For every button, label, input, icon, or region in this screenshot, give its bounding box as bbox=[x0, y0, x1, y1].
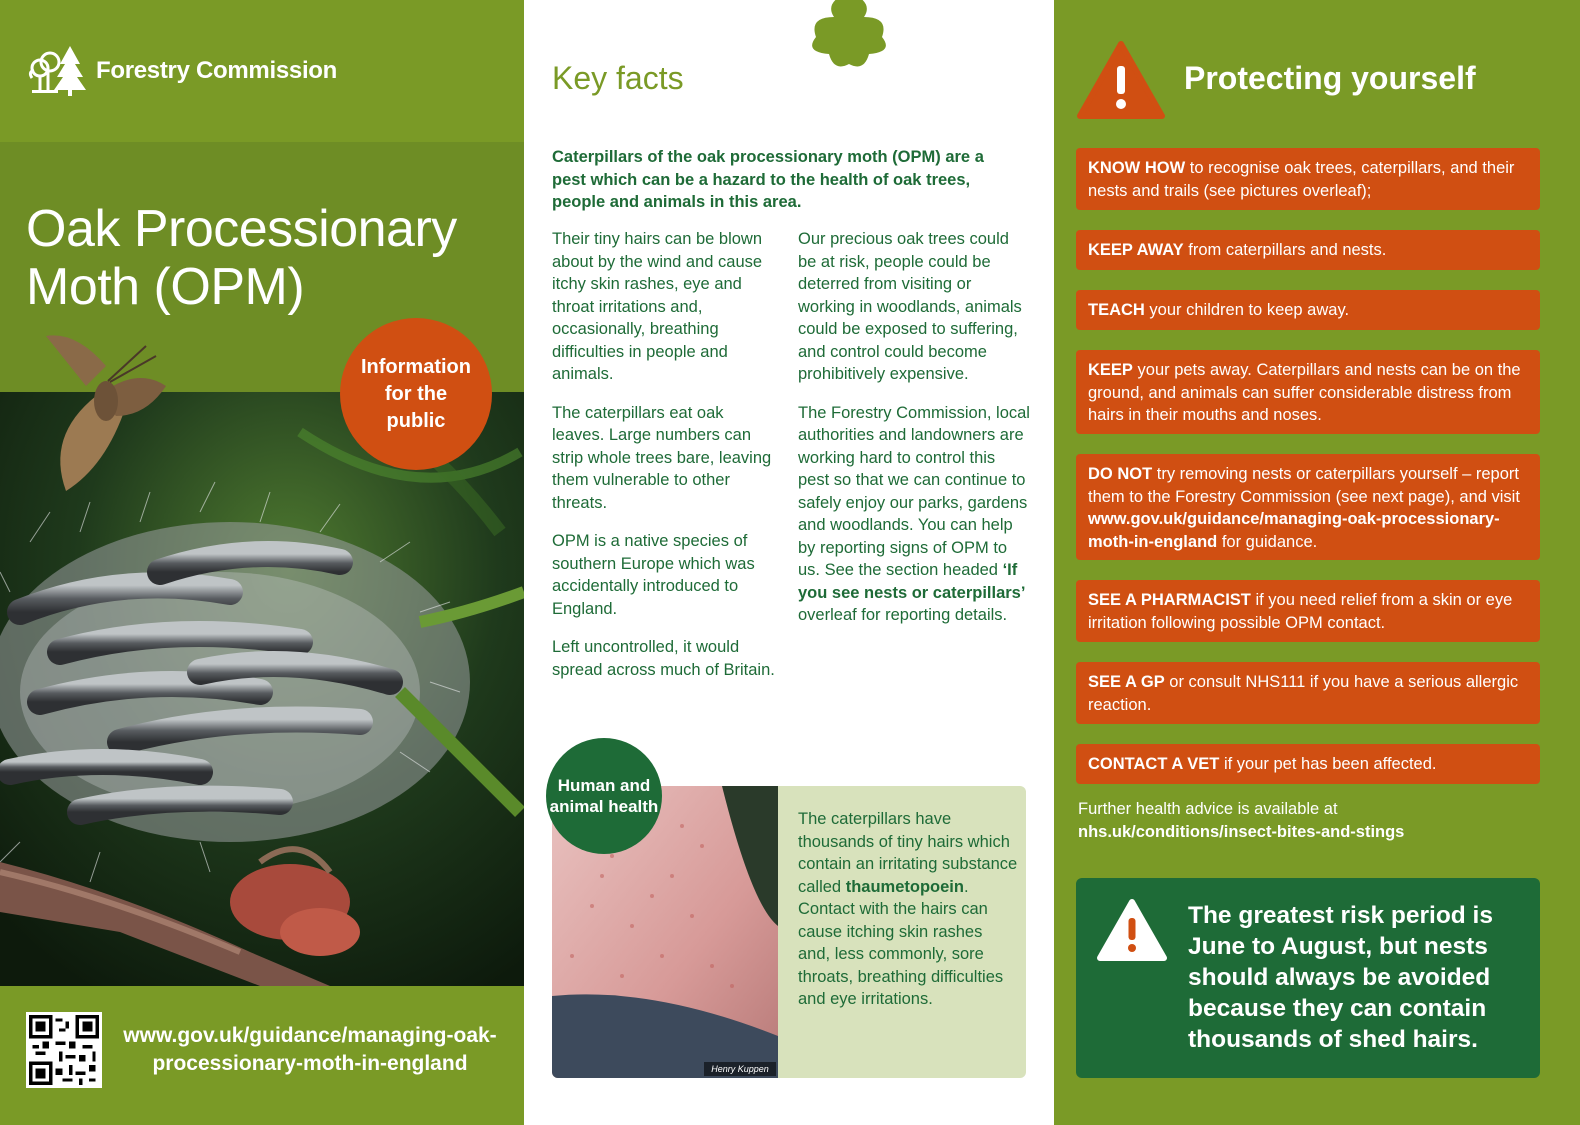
advice-card-keep-pets: KEEP your pets away. Caterpillars and nests can be on the ground, and animals can suffer considerable distress from hairs in their mouths and noses. bbox=[1076, 350, 1540, 434]
nhs-link[interactable]: nhs.uk/conditions/insect-bites-and-stings bbox=[1078, 822, 1405, 841]
key-facts-panel bbox=[524, 0, 1054, 1125]
fact-paragraph: The caterpillars eat oak leaves. Large numbers can strip whole trees bare, leaving them vulnerable to other threats. bbox=[552, 403, 772, 512]
advice-card-keep-away: KEEP AWAY from caterpillars and nests. bbox=[1076, 230, 1540, 270]
substance-name: thaumetopoein bbox=[845, 877, 964, 896]
advice-card-gp: SEE A GP or consult NHS111 if you have a serious allergic reaction. bbox=[1076, 662, 1540, 724]
fact-paragraph: Our precious oak trees could be at risk, people could be deterred from visiting or working in woodlands, animals could be exposed to suffering, and control could become prohibitively expensive. bbox=[798, 230, 1022, 383]
advice-card-vet: CONTACT A VET if your pet has been affected. bbox=[1076, 744, 1540, 784]
forestry-commission-logo bbox=[26, 44, 337, 98]
lead-paragraph: Caterpillars of the oak processionary moth (OPM) are a pest which can be a hazard to the health of oak trees, people and animals in this area. bbox=[552, 148, 984, 211]
qr-code[interactable] bbox=[26, 1012, 102, 1088]
advice-card-do-not: DO NOT try removing nests or caterpillars yourself – report them to the Forestry Commission (see next page), and visit www.gov.uk/guidance/managing-oak-processionary-moth-in-england for guidance. bbox=[1076, 454, 1540, 560]
photo-credit: Henry Kuppen bbox=[704, 1062, 776, 1076]
facts-column-right bbox=[798, 228, 1030, 643]
reporting-section-ref: ‘If you see nests or caterpillars’ bbox=[798, 561, 1026, 602]
facts-column-left bbox=[552, 228, 780, 697]
health-text: The caterpillars have thousands of tiny hairs which contain an irritating substance called thaumetopoein. Contact with the hairs can cause itching skin rashes and, less commonly, sore throats, breathing difficulties and eye irritations. bbox=[798, 810, 1018, 1008]
guidance-url[interactable]: www.gov.uk/guidance/managing-oak-processionary-moth-in-england bbox=[123, 1024, 497, 1075]
moth-illustration bbox=[36, 326, 176, 496]
risk-period-box bbox=[1076, 878, 1540, 1078]
fact-paragraph: Left uncontrolled, it would spread across much of Britain. bbox=[552, 638, 775, 679]
risk-period-text: The greatest risk period is June to August, but nests should always be avoided because they can contain thousands of shed hairs. bbox=[1188, 902, 1493, 1053]
fact-paragraph: OPM is a native species of southern Europe which was accidentally introduced to England. bbox=[552, 532, 755, 618]
guidance-link[interactable]: www.gov.uk/guidance/managing-oak-processionary-moth-in-england bbox=[1088, 510, 1500, 551]
fact-paragraph: Their tiny hairs can be blown about by the wind and cause itchy skin rashes, eye and throat irritations and, occasionally, breathing difficulties in people and animals. bbox=[552, 230, 763, 383]
further-advice: Further health advice is available at nhs.uk/conditions/insect-bites-and-stings bbox=[1078, 800, 1405, 841]
protecting-yourself-panel bbox=[1054, 0, 1580, 1125]
front-cover-panel bbox=[0, 0, 524, 1125]
information-badge: Information for the public bbox=[340, 318, 492, 470]
advice-card-teach: TEACH your children to keep away. bbox=[1076, 290, 1540, 330]
warning-icon bbox=[1096, 898, 1168, 962]
logo-text: Forestry Commission bbox=[96, 57, 338, 84]
health-badge: Human and animal health bbox=[546, 738, 662, 854]
oak-leaf-icon bbox=[804, 0, 894, 72]
protecting-yourself-heading: Protecting yourself bbox=[1184, 60, 1476, 96]
warning-icon bbox=[1076, 40, 1166, 120]
advice-card-pharmacist: SEE A PHARMACIST if you need relief from a skin or eye irritation following possible OPM contact. bbox=[1076, 580, 1540, 642]
tree-logo-icon bbox=[26, 44, 86, 98]
fact-paragraph: The Forestry Commission, local authorities and landowners are working hard to control this pest so that we can continue to safely enjoy our parks, gardens and woodlands. You can help by reporting signs of OPM to us. See the section headed ‘If you see nests or caterpillars’ overleaf for reporting details. bbox=[798, 403, 1030, 624]
key-facts-heading: Key facts bbox=[552, 60, 684, 96]
leaflet-title: Oak Processionary Moth (OPM) bbox=[26, 200, 457, 316]
advice-card-know-how: KNOW HOW to recognise oak trees, caterpillars, and their nests and trails (see pictures overleaf); bbox=[1076, 148, 1540, 210]
